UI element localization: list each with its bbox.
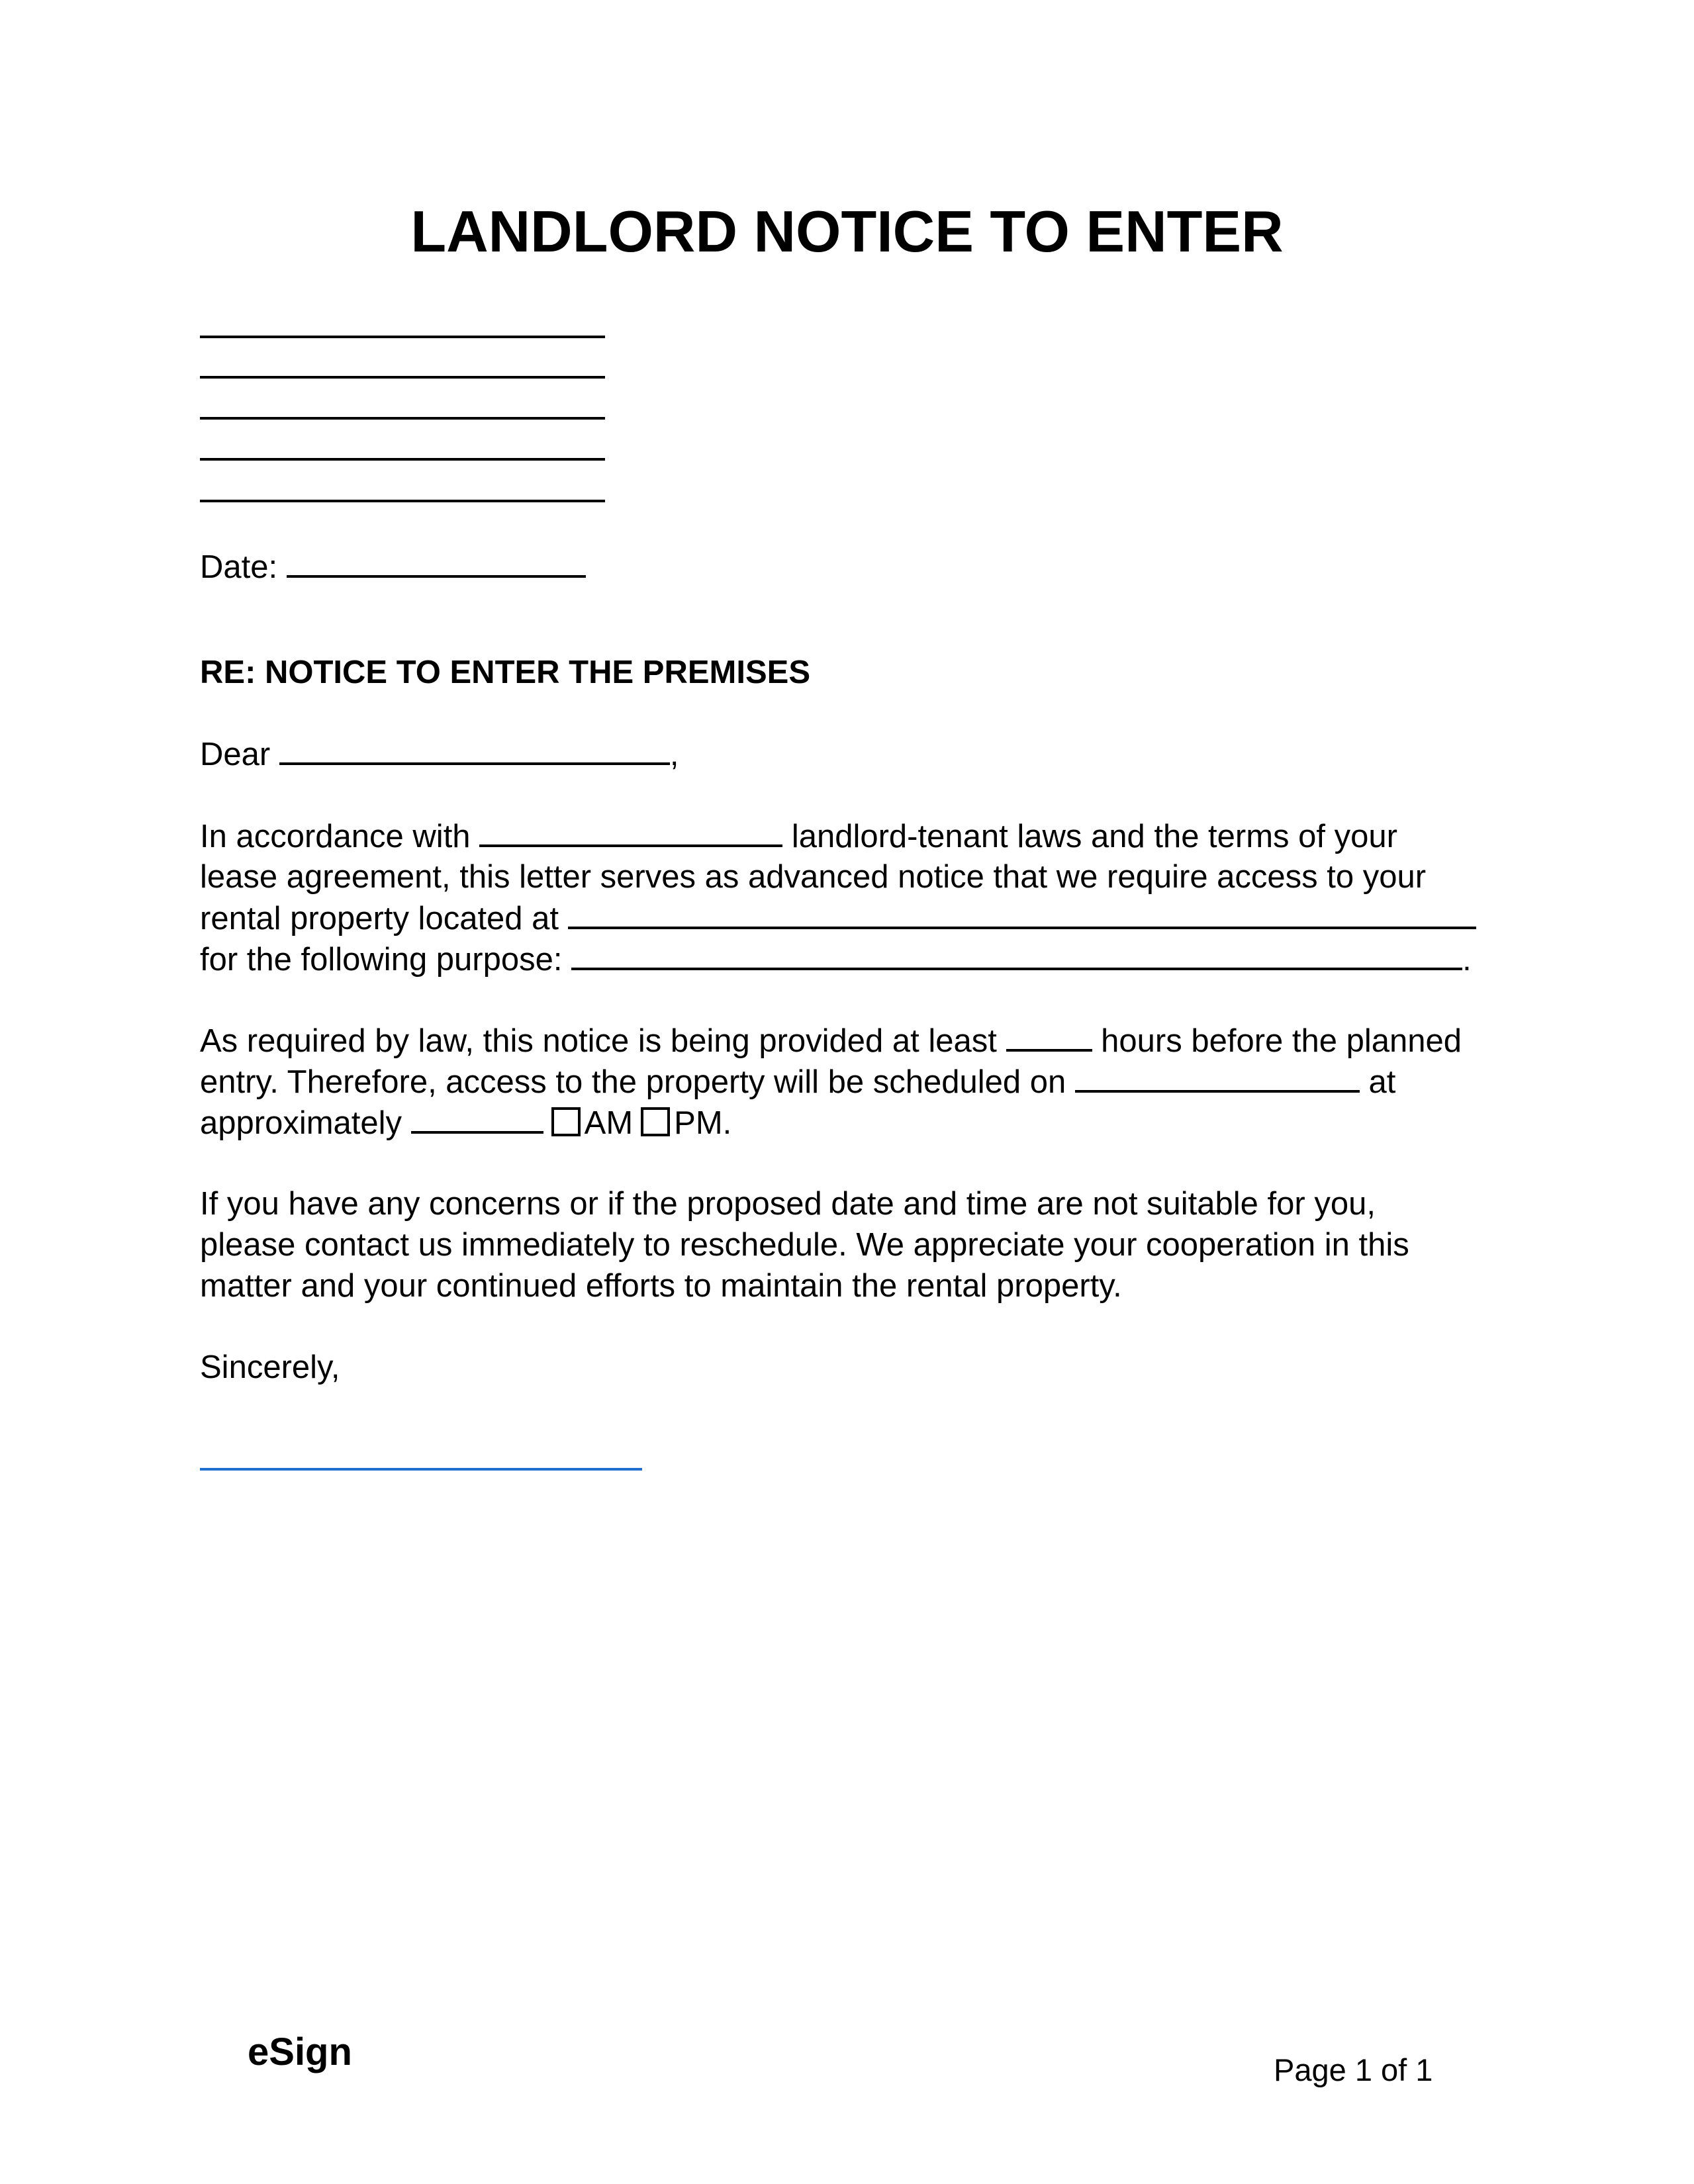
am-label: AM — [584, 1105, 634, 1141]
address-line-5[interactable] — [200, 500, 605, 502]
paragraph-3-line-1: If you have any concerns or if the proposed date and time are not suitable for you, — [200, 1186, 1376, 1222]
esign-logo: eSign — [248, 2030, 352, 2073]
paragraph-2-line-1 — [200, 1020, 1462, 1062]
address-line-1[interactable] — [200, 336, 605, 338]
signature-line[interactable] — [200, 1468, 642, 1471]
paragraph-1-line-3 — [200, 897, 1476, 939]
p1-line1-end: landlord-tenant laws and the terms of your — [791, 819, 1397, 854]
paragraph-1-line-2: lease agreement, this letter serves as advanced notice that we require access to your — [200, 859, 1427, 895]
date-label: Date: — [200, 549, 278, 585]
entry-time-field[interactable] — [411, 1102, 543, 1134]
p1-line4-start: for the following purpose: — [200, 942, 563, 978]
p2-line3-start: approximately — [200, 1105, 402, 1141]
salutation-label: Dear — [200, 737, 271, 772]
date-field[interactable] — [287, 546, 586, 578]
recipient-name-field[interactable] — [279, 733, 670, 765]
address-line-4[interactable] — [200, 458, 605, 461]
re-line: RE: NOTICE TO ENTER THE PREMISES — [200, 655, 811, 690]
p2-line2-start: entry. Therefore, access to the property will be scheduled on — [200, 1064, 1066, 1100]
page-number: Page 1 of 1 — [1274, 2052, 1433, 2087]
salutation-line — [200, 733, 679, 775]
closing: Sincerely, — [200, 1349, 340, 1385]
p1-line1-start: In accordance with — [200, 819, 471, 854]
paragraph-1-line-4 — [200, 938, 1472, 980]
p2-line1-end: hours before the planned — [1101, 1023, 1462, 1059]
address-line-2[interactable] — [200, 376, 605, 379]
paragraph-2-line-3 — [200, 1102, 731, 1144]
paragraph-3-line-2: please contact us immediately to reschedule. We appreciate your cooperation in this — [200, 1227, 1409, 1263]
address-line-3[interactable] — [200, 417, 605, 420]
p2-line1-start: As required by law, this notice is being provided at least — [200, 1023, 997, 1059]
pm-label: PM. — [674, 1105, 732, 1141]
paragraph-1-line-1 — [200, 815, 1397, 857]
paragraph-3-line-3: matter and your continued efforts to maintain the rental property. — [200, 1268, 1122, 1304]
notice-hours-field[interactable] — [1006, 1020, 1092, 1052]
pm-checkbox[interactable] — [641, 1107, 670, 1136]
p2-line2-end: at — [1368, 1064, 1396, 1100]
date-line — [200, 546, 586, 588]
state-field[interactable] — [479, 815, 782, 847]
p1-line4-end: . — [1462, 942, 1472, 978]
p1-line3-start: rental property located at — [200, 901, 559, 936]
property-address-field[interactable] — [568, 897, 1476, 929]
salutation-comma: , — [669, 737, 679, 772]
document-title: LANDLORD NOTICE TO ENTER — [410, 199, 1284, 264]
purpose-field[interactable] — [571, 938, 1462, 970]
paragraph-2-line-2 — [200, 1061, 1395, 1103]
entry-date-field[interactable] — [1075, 1061, 1360, 1093]
am-checkbox[interactable] — [551, 1107, 581, 1136]
